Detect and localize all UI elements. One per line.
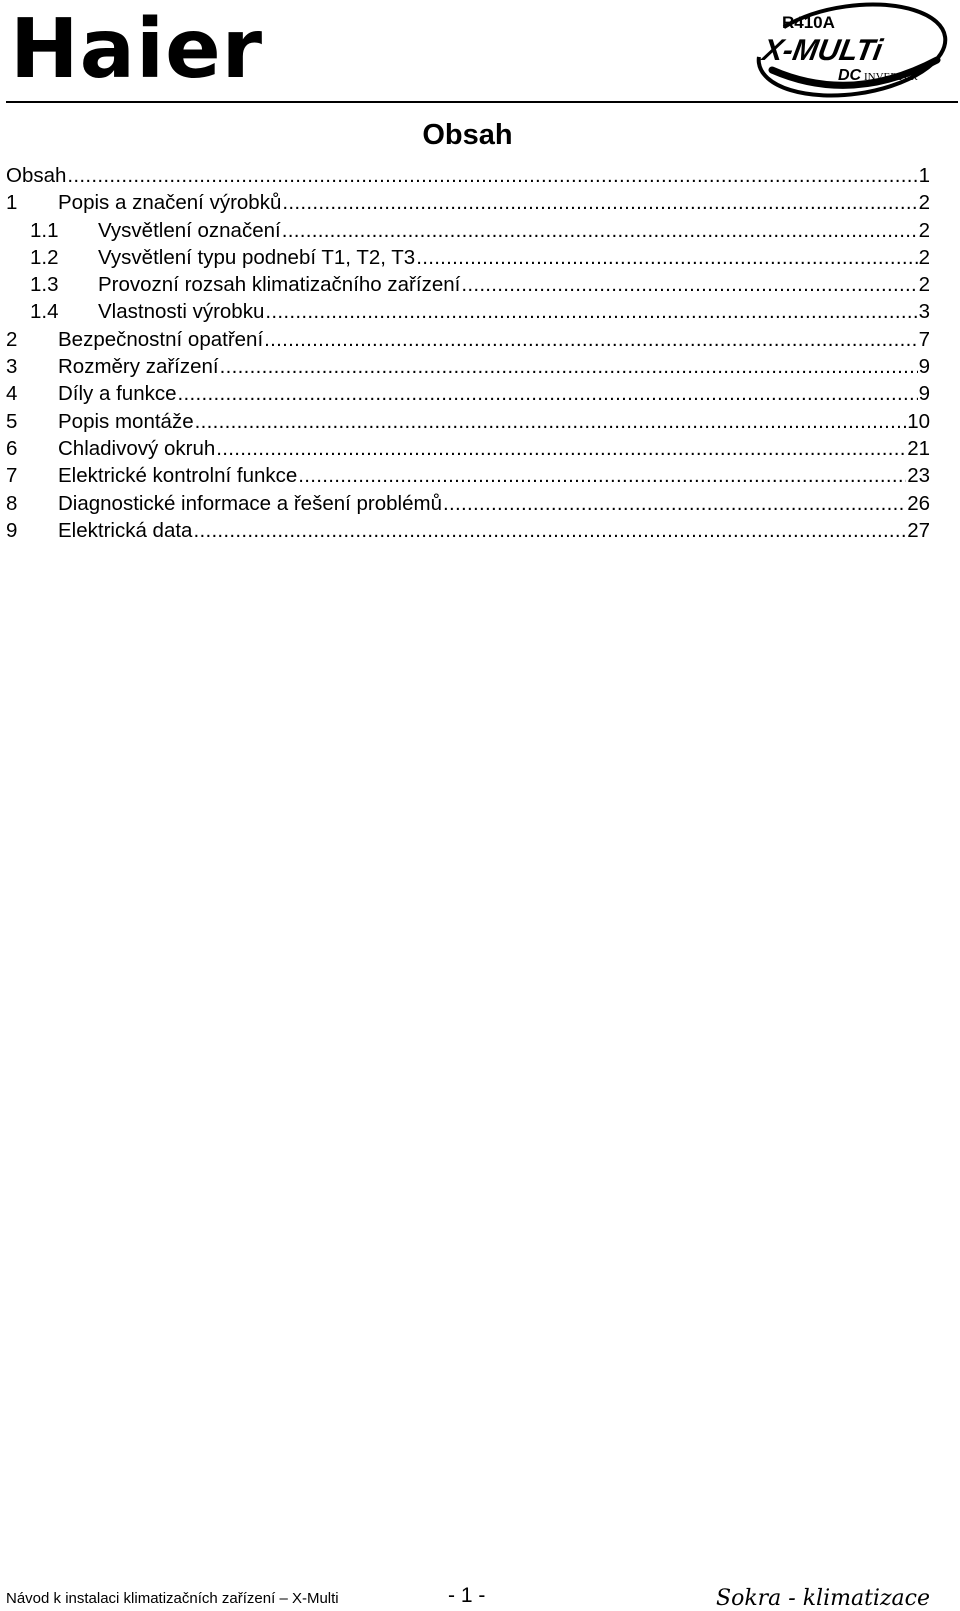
toc-entry-label: Vysvětlení označení bbox=[98, 218, 281, 242]
toc-entry[interactable] bbox=[6, 244, 930, 271]
table-of-contents bbox=[6, 162, 930, 544]
toc-entry[interactable] bbox=[6, 217, 930, 244]
toc-entry-page: 2 bbox=[918, 273, 930, 297]
toc-entry[interactable] bbox=[6, 326, 930, 353]
toc-dot-leader bbox=[220, 353, 918, 380]
toc-dot-leader bbox=[298, 462, 906, 489]
toc-entry-page: 2 bbox=[918, 191, 930, 215]
toc-entry-page: 7 bbox=[918, 327, 930, 351]
haier-logo: Haier bbox=[10, 2, 264, 97]
toc-entry[interactable] bbox=[6, 408, 930, 435]
toc-entry-label: Bezpečnostní opatření bbox=[58, 327, 264, 351]
toc-dot-leader bbox=[67, 162, 917, 189]
toc-entry-page: 23 bbox=[907, 464, 930, 488]
toc-entry[interactable] bbox=[6, 490, 930, 517]
toc-title: Obsah bbox=[422, 119, 513, 151]
toc-entry-number: 1.3 bbox=[30, 273, 59, 297]
toc-entry[interactable] bbox=[6, 271, 930, 298]
toc-entry-page: 9 bbox=[918, 355, 930, 379]
page-header bbox=[0, 0, 960, 106]
toc-entry[interactable] bbox=[6, 462, 930, 489]
toc-entry-page: 27 bbox=[907, 518, 930, 542]
toc-entry-label: Obsah bbox=[6, 164, 67, 187]
toc-dot-leader bbox=[264, 326, 917, 353]
toc-entry-number: 1.1 bbox=[30, 218, 59, 242]
toc-dot-leader bbox=[416, 244, 917, 271]
toc-entry-label: Popis a značení výrobků bbox=[58, 191, 282, 215]
toc-entry-page: 3 bbox=[918, 300, 930, 324]
page-footer bbox=[0, 1578, 960, 1611]
footer-document-title: Návod k instalaci klimatizačních zařízení – X-Multi bbox=[6, 1590, 339, 1607]
toc-entry-number: 1.2 bbox=[30, 245, 59, 269]
toc-entry-label: Popis montáže bbox=[58, 409, 194, 433]
toc-entry-label: Chladivový okruh bbox=[58, 436, 216, 460]
toc-entry[interactable] bbox=[6, 298, 930, 325]
toc-entry-label: Provozní rozsah klimatizačního zařízení bbox=[98, 273, 461, 297]
toc-dot-leader bbox=[265, 298, 917, 325]
toc-entry-number: 2 bbox=[6, 327, 18, 351]
toc-entry-number: 1 bbox=[6, 191, 18, 215]
toc-entry[interactable] bbox=[6, 517, 930, 544]
toc-entry-label: Díly a funkce bbox=[58, 382, 177, 406]
product-name-label: X-MULTi bbox=[760, 34, 885, 67]
toc-entry-number: 1.4 bbox=[30, 300, 59, 324]
toc-entry[interactable] bbox=[6, 162, 930, 189]
toc-dot-leader bbox=[178, 380, 918, 407]
toc-entry-label: Rozměry zařízení bbox=[58, 355, 219, 379]
toc-entry[interactable] bbox=[6, 435, 930, 462]
toc-entry-page: 2 bbox=[918, 245, 930, 269]
toc-entry-page: 9 bbox=[918, 382, 930, 406]
x-multi-dc-inverter-logo bbox=[752, 0, 952, 100]
toc-dot-leader bbox=[282, 217, 918, 244]
toc-entry-page: 21 bbox=[907, 436, 930, 460]
dc-label: DC bbox=[838, 67, 862, 84]
footer-page-number: - 1 - bbox=[448, 1584, 486, 1607]
toc-entry-number: 8 bbox=[6, 491, 18, 515]
toc-dot-leader bbox=[282, 189, 917, 216]
toc-dot-leader bbox=[443, 490, 906, 517]
toc-entry-number: 5 bbox=[6, 409, 18, 433]
toc-entry-number: 4 bbox=[6, 382, 18, 406]
header-divider bbox=[6, 101, 958, 103]
toc-dot-leader bbox=[461, 271, 917, 298]
toc-entry-label: Diagnostické informace a řešení problémů bbox=[58, 491, 442, 515]
toc-entry[interactable] bbox=[6, 353, 930, 380]
inverter-label: INVERTER bbox=[864, 71, 918, 83]
toc-dot-leader bbox=[195, 408, 907, 435]
toc-entry-page: 26 bbox=[907, 491, 930, 515]
toc-entry-label: Elektrické kontrolní funkce bbox=[58, 464, 298, 488]
toc-dot-leader bbox=[193, 517, 906, 544]
toc-entry-page: 2 bbox=[918, 218, 930, 242]
toc-entry-label: Elektrická data bbox=[58, 518, 193, 542]
toc-entry-label: Vlastnosti výrobku bbox=[98, 300, 265, 324]
toc-entry-label: Vysvětlení typu podnebí T1, T2, T3 bbox=[98, 245, 416, 269]
refrigerant-label: R410A bbox=[782, 13, 835, 32]
toc-dot-leader bbox=[216, 435, 906, 462]
toc-entry-page: 1 bbox=[918, 164, 930, 187]
toc-entry-number: 7 bbox=[6, 464, 18, 488]
toc-entry[interactable] bbox=[6, 380, 930, 407]
toc-entry[interactable] bbox=[6, 189, 930, 216]
footer-company-name: Sokra - klimatizace bbox=[716, 1586, 931, 1611]
toc-entry-number: 9 bbox=[6, 518, 18, 542]
toc-entry-number: 6 bbox=[6, 436, 18, 460]
toc-entry-page: 10 bbox=[907, 409, 930, 433]
toc-entry-number: 3 bbox=[6, 355, 18, 379]
